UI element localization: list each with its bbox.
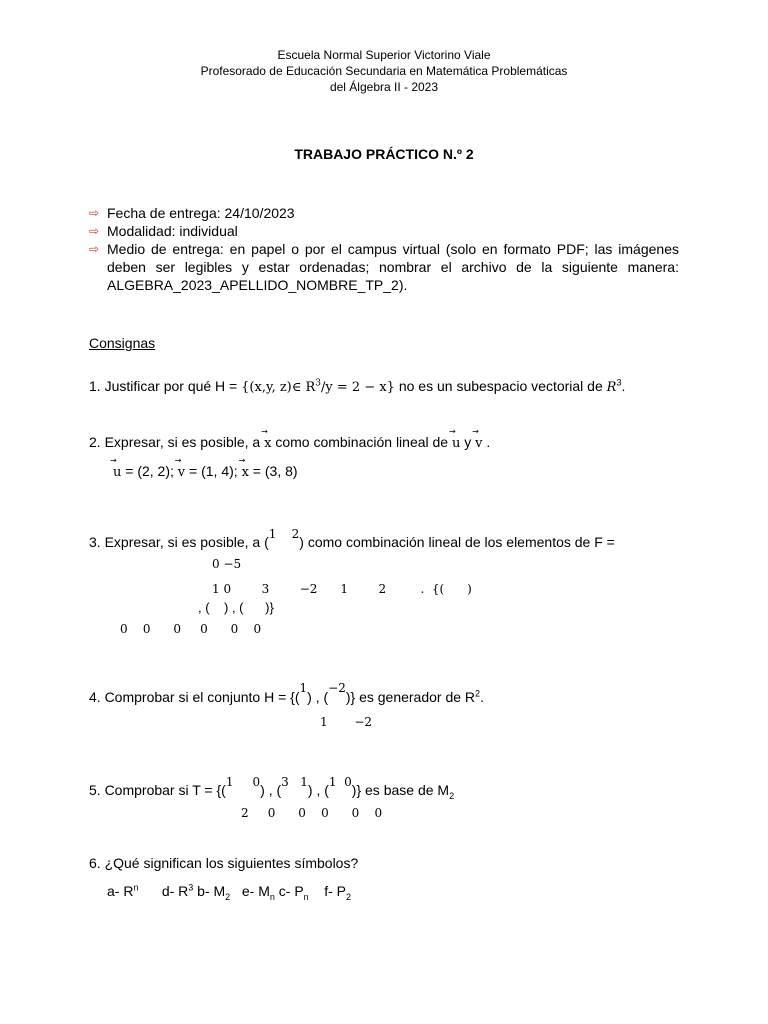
- page-title: TRABAJO PRÁCTICO N.º 2: [294, 146, 474, 162]
- question-1: 1. Justificar por qué H = {(x,y, z)∈ $R^3/y = 2 - x$} no es un subespacio vectorial de $R^3$.: [89, 377, 626, 395]
- matrix-row: 1 0 3 −2 1 2 . {( ): [212, 582, 472, 596]
- question-5: 5. Comprobar si T = {(1 0) , (3 1) , (1 0)} es base de $M_2$: [89, 775, 455, 801]
- question-4: 4. Comprobar si el conjunto H = {(1) , (−2)} es generador de $R^2$.: [89, 681, 484, 705]
- right-arrow-icon: ⇨: [89, 206, 100, 220]
- matrix-row: , ( ) , ( )}: [198, 600, 274, 615]
- set-definition: {(x,y, z)∈ $R^3/y = 2 - x$}: [241, 378, 395, 395]
- vector-v: → v: [475, 436, 482, 451]
- vector-u: → u: [452, 436, 460, 451]
- question-2-values: → u = (2, 2); → v = (1, 4); → x = (3, 8): [113, 463, 298, 480]
- right-arrow-icon: ⇨: [89, 242, 100, 256]
- consignas-heading: Consignas: [89, 335, 156, 351]
- right-arrow-icon: ⇨: [89, 224, 100, 238]
- list-item: ⇨ Modalidad: individual: [89, 223, 238, 239]
- matrix-row: 0 −5: [212, 557, 242, 571]
- question-6-symbols: a- $R^n$ d- $R^3$ b- $M_2$ e- $M_n$ c- $P_n$ f- $P_2$: [107, 882, 352, 902]
- question-2: 2. Expresar, si es posible, a → x como combinación lineal de → u y → v .: [89, 434, 490, 451]
- question-3: 3. Expresar, si es posible, a (1 2) como combinación lineal de los elementos de F =: [89, 527, 615, 550]
- program-name: Profesorado de Educación Secundaria en Matemática Problemáticas: [200, 64, 568, 78]
- document-header: [0, 47, 768, 95]
- question-6: 6. ¿Qué significan los siguientes símbolos?: [89, 855, 359, 871]
- list-item: ⇨ Fecha de entrega: 24/10/2023: [89, 205, 295, 221]
- vector-bottom-row: 1 −2: [320, 715, 373, 729]
- school-name: Escuela Normal Superior Victorino Viale: [277, 48, 491, 62]
- vector-x: → x: [264, 436, 271, 451]
- subject-name: del Álgebra II - 2023: [329, 80, 439, 94]
- matrix-top-row: 1 2: [268, 527, 300, 541]
- list-item: ⇨ Medio de entrega: en papel o por el campus virtual (solo en formato PDF; las imágenes deben ser legibles y estar ordenadas; nombrar el archivo de la siguiente manera: ALGEBRA_2023_APELLIDO_NOMBRE_TP_2).: [89, 241, 679, 293]
- delivery-info-list: [89, 204, 679, 294]
- matrix-row: 0 0 0 0 0 0: [120, 622, 262, 636]
- matrix-bottom-row: 2 0 0 0 0 0: [241, 806, 383, 820]
